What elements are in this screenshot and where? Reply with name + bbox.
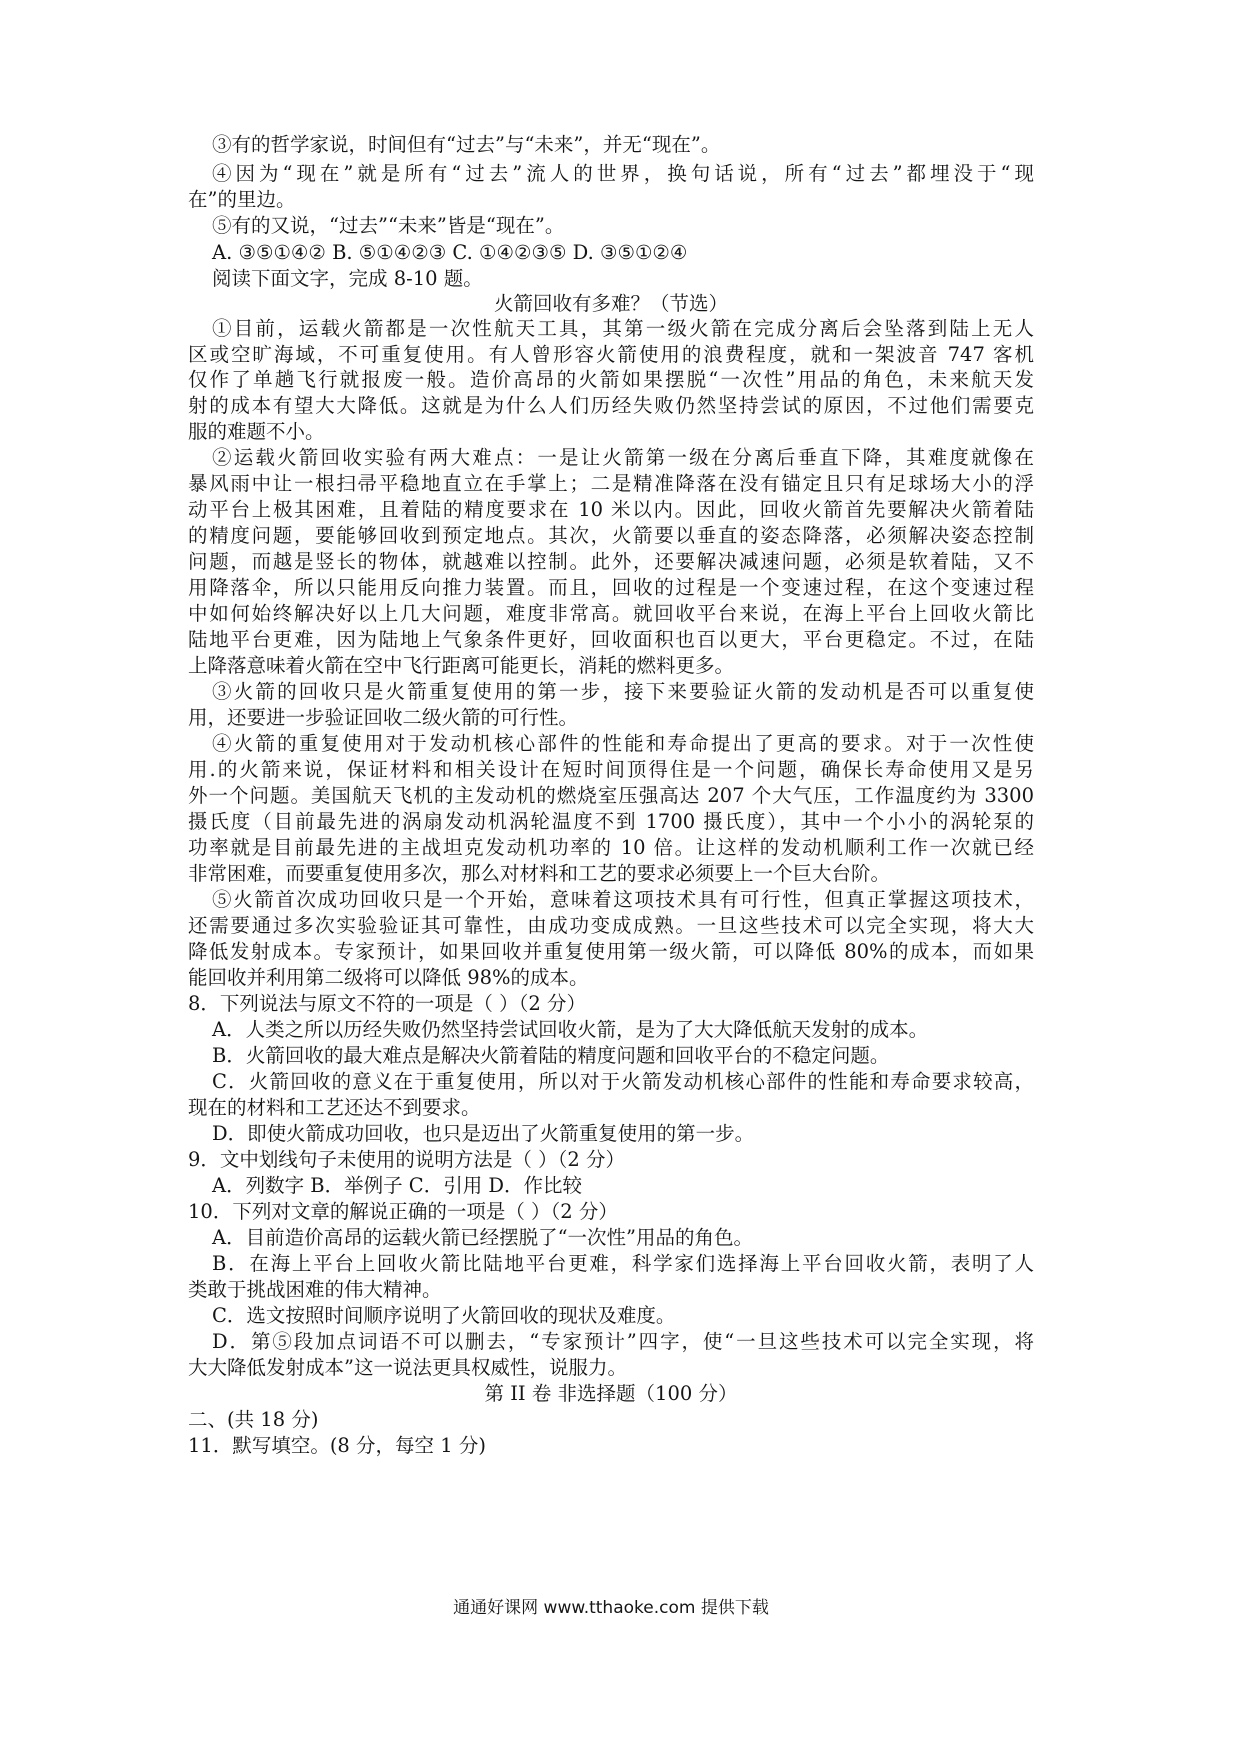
p2-line2: 暴风雨中让一根扫帚平稳地直立在手掌上；二是精准降落在没有锚定且只有足球场大小的浮 — [188, 472, 1034, 495]
p5-line4: 能回收并利用第二级将可以降低 98%的成本。 — [188, 966, 589, 989]
p2-line9: 上降落意味着火箭在空中飞行距离可能更长，消耗的燃料更多。 — [188, 654, 735, 677]
p4-line1: ④火箭的重复使用对于发动机核心部件的性能和寿命提出了更高的要求。对于一次性使 — [212, 732, 1034, 755]
p4-line6: 非常困难，而要重复使用多次，那么对材料和工艺的要求必须要上一个巨大台阶。 — [188, 862, 891, 885]
p4-line5: 功率就是目前最先进的主战坦克发动机功率的 10 倍。让这样的发动机顺利工作一次就已经 — [188, 836, 1034, 859]
q8-option-c-line2: 现在的材料和工艺还达不到要求。 — [188, 1096, 481, 1119]
q10-stem: 10．下列对文章的解说正确的一项是（ ）（2 分） — [188, 1200, 618, 1223]
ordering-item-4-line1: ④因为“现在”就是所有“过去”流人的世界，换句话说，所有“过去”都埋没于“现 — [212, 162, 1034, 185]
q8-option-c-line1: C．火箭回收的意义在于重复使用，所以对于火箭发动机核心部件的性能和寿命要求较高， — [212, 1070, 1034, 1093]
section2-title: 第 II 卷 非选择题（100 分） — [484, 1382, 738, 1405]
q10-option-c: C．选文按照时间顺序说明了火箭回收的现状及难度。 — [212, 1304, 676, 1327]
q10-option-b-line1: B．在海上平台上回收火箭比陆地平台更难，科学家们选择海上平台回收火箭，表明了人 — [212, 1252, 1034, 1275]
p2-line3: 动平台上极其困难，且着陆的精度要求在 10 米以内。因此，回收火箭首先要解决火箭着陆 — [188, 498, 1034, 521]
p5-line1: ⑤火箭首次成功回收只是一个开始，意味着这项技术具有可行性，但真正掌握这项技术， — [212, 888, 1034, 911]
ordering-item-3: ③有的哲学家说，时间但有“过去”与“未来”，并无“现在”。 — [212, 133, 721, 156]
p2-line7: 中如何始终解决好以上几大问题，难度非常高。就回收平台来说，在海上平台上回收火箭比 — [188, 602, 1034, 625]
section2-part-heading: 二、(共 18 分) — [188, 1408, 319, 1431]
q8-option-a: A．人类之所以历经失败仍然坚持尝试回收火箭，是为了大大降低航天发射的成本。 — [212, 1018, 929, 1041]
p1-line2: 区或空旷海域，不可重复使用。有人曾形容火箭使用的浪费程度，就和一架波音 747 客机 — [188, 343, 1034, 366]
q10-option-d-line1: D．第⑤段加点词语不可以删去，“专家预计”四字，使“一旦这些技术可以完全实现，将 — [212, 1330, 1034, 1353]
q10-option-b-line2: 类敢于挑战困难的伟大精神。 — [188, 1278, 442, 1301]
q10-option-a: A．目前造价高昂的运载火箭已经摆脱了“一次性”用品的角色。 — [212, 1226, 754, 1249]
article-title: 火箭回收有多难？（节选） — [493, 292, 728, 315]
p1-line5: 服的难题不小。 — [188, 420, 325, 443]
p2-line1: ②运载火箭回收实验有两大难点：一是让火箭第一级在分离后垂直下降，其难度就像在 — [212, 446, 1034, 469]
q11-stem: 11．默写填空。(8 分，每空 1 分) — [188, 1434, 486, 1457]
p1-line4: 射的成本有望大大降低。这就是为什么人们历经失败仍然坚持尝试的原因，不过他们需要克 — [188, 394, 1034, 417]
reading-intro: 阅读下面文字，完成 8-10 题。 — [212, 267, 483, 290]
p3-line2: 用，还要进一步验证回收二级火箭的可行性。 — [188, 706, 579, 729]
p5-line3: 降低发射成本。专家预计，如果回收并重复使用第一级火箭，可以降低 80%的成本，而如果 — [188, 940, 1034, 963]
q8-option-d: D．即使火箭成功回收，也只是迈出了火箭重复使用的第一步。 — [212, 1122, 755, 1145]
q10-option-d-line2: 大大降低发射成本”这一说法更具权威性，说服力。 — [188, 1356, 627, 1379]
q9-options: A．列数字 B．举例子 C．引用 D．作比较 — [212, 1174, 583, 1197]
p1-line3: 仅作了单趟飞行就报废一般。造价高昂的火箭如果摆脱“一次性”用品的角色，未来航天发 — [188, 368, 1034, 391]
p5-line2: 还需要通过多次实验验证其可靠性，由成功变成成熟。一旦这些技术可以完全实现，将大大 — [188, 914, 1034, 937]
p2-line8: 陆地平台更难，因为陆地上气象条件更好，回收面积也百以更大，平台更稳定。不过，在陆 — [188, 628, 1034, 651]
q8-stem: 8．下列说法与原文不符的一项是（ ）（2 分） — [188, 992, 586, 1015]
p4-line2: 用.的火箭来说，保证材料和相关设计在短时间顶得住是一个问题，确保长寿命使用又是另 — [188, 758, 1034, 781]
q9-stem: 9．文中划线句子未使用的说明方法是（ ）（2 分） — [188, 1148, 625, 1171]
ordering-item-4-line2: 在”的里边。 — [188, 188, 296, 211]
ordering-options: A. ③⑤①④② B. ⑤①④②③ C. ①④②③⑤ D. ③⑤①②④ — [212, 241, 688, 264]
ordering-item-5: ⑤有的又说，“过去”“未来”皆是“现在”。 — [212, 214, 565, 237]
p2-line5: 问题，而越是竖长的物体，就越难以控制。此外，还要解决减速问题，必须是软着陆，又不 — [188, 550, 1034, 573]
p1-line1: ①目前，运载火箭都是一次性航天工具，其第一级火箭在完成分离后会坠落到陆上无人 — [212, 317, 1034, 340]
p4-line3: 外一个问题。美国航天飞机的主发动机的燃烧室压强高达 207 个大气压，工作温度约为 3300 — [188, 784, 1034, 807]
p4-line4: 摄氏度（目前最先进的涡扇发动机涡轮温度不到 1700 摄氏度），其中一个小小的涡轮泵的 — [188, 810, 1034, 833]
p2-line6: 用降落伞，所以只能用反向推力装置。而且，回收的过程是一个变速过程，在这个变速过程 — [188, 576, 1034, 599]
p2-line4: 的精度问题，要能够回收到预定地点。其次，火箭要以垂直的姿态降落，必须解决姿态控制 — [188, 524, 1034, 547]
q8-option-b: B．火箭回收的最大难点是解决火箭着陆的精度问题和回收平台的不稳定问题。 — [212, 1044, 890, 1067]
page-footer: 通通好课网 www.tthaoke.com 提供下载 — [453, 1598, 769, 1618]
p3-line1: ③火箭的回收只是火箭重复使用的第一步，接下来要验证火箭的发动机是否可以重复使 — [212, 680, 1034, 703]
